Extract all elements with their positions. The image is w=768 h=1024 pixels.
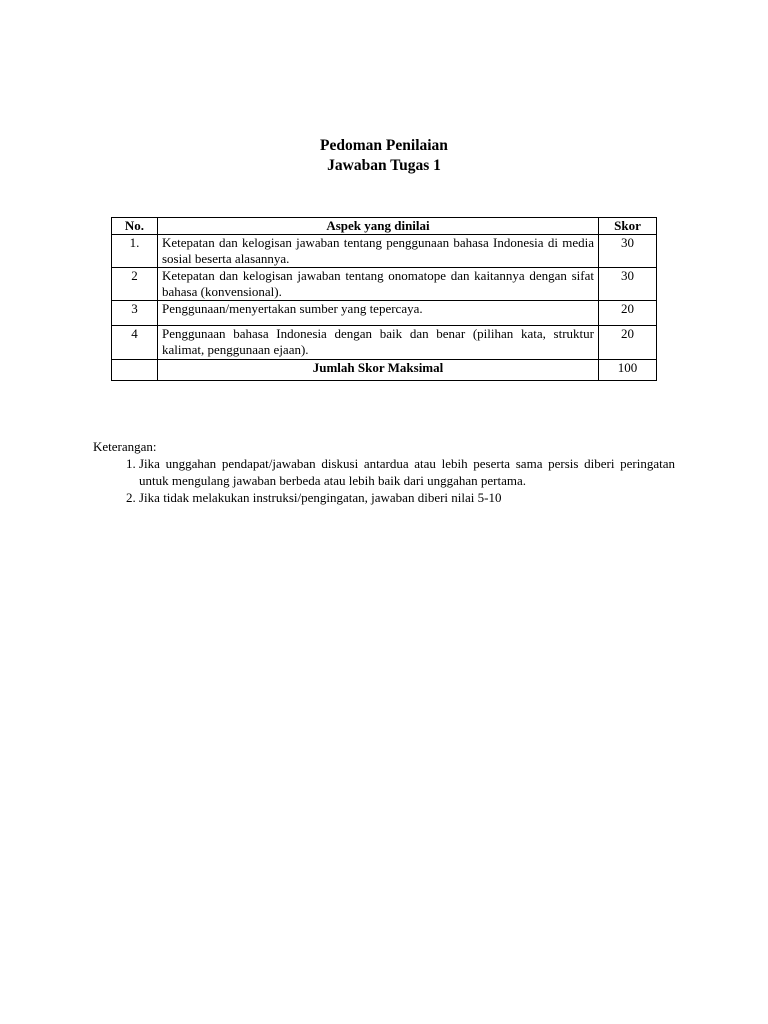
row-skor: 20 bbox=[599, 326, 657, 360]
row-skor: 30 bbox=[599, 235, 657, 268]
list-item: 1. Jika unggahan pendapat/jawaban diskusi antardua atau lebih peserta sama persis diberi peringatan untuk mengulang jawaban berbeda atau lebih baik dari unggahan pertama. bbox=[139, 455, 675, 489]
document-title: Pedoman Penilaian bbox=[320, 137, 448, 154]
table-total-row bbox=[112, 360, 657, 381]
table-header-row bbox=[112, 218, 657, 235]
list-item: 2. Jika tidak melakukan instruksi/pengingatan, jawaban diberi nilai 5-10 bbox=[139, 489, 675, 506]
total-value: 100 bbox=[599, 360, 657, 381]
row-aspek: Penggunaan bahasa Indonesia dengan baik dan benar (pilihan kata, struktur kalimat, penggunaan ejaan). bbox=[158, 326, 599, 360]
row-skor: 20 bbox=[599, 301, 657, 326]
header-skor: Skor bbox=[599, 218, 657, 235]
total-label: Jumlah Skor Maksimal bbox=[158, 360, 599, 381]
notes-section bbox=[93, 438, 675, 506]
document-subtitle: Jawaban Tugas 1 bbox=[327, 157, 441, 174]
row-aspek: Penggunaan/menyertakan sumber yang tepercaya. bbox=[158, 301, 599, 326]
notes-list bbox=[93, 455, 675, 506]
table-row bbox=[112, 268, 657, 301]
row-number: 4 bbox=[112, 326, 158, 360]
scoring-table bbox=[111, 217, 657, 381]
table-row bbox=[112, 301, 657, 326]
total-empty-cell bbox=[112, 360, 158, 381]
row-aspek: Ketepatan dan kelogisan jawaban tentang onomatope dan kaitannya dengan sifat bahasa (konvensional). bbox=[158, 268, 599, 301]
row-number: 1. bbox=[112, 235, 158, 268]
row-skor: 30 bbox=[599, 268, 657, 301]
row-number: 3 bbox=[112, 301, 158, 326]
row-aspek: Ketepatan dan kelogisan jawaban tentang penggunaan bahasa Indonesia di media sosial beserta alasannya. bbox=[158, 235, 599, 268]
header-no: No. bbox=[112, 218, 158, 235]
table-row bbox=[112, 235, 657, 268]
notes-heading: Keterangan: bbox=[93, 439, 157, 454]
header-aspek: Aspek yang dinilai bbox=[158, 218, 599, 235]
row-number: 2 bbox=[112, 268, 158, 301]
table-row bbox=[112, 326, 657, 360]
